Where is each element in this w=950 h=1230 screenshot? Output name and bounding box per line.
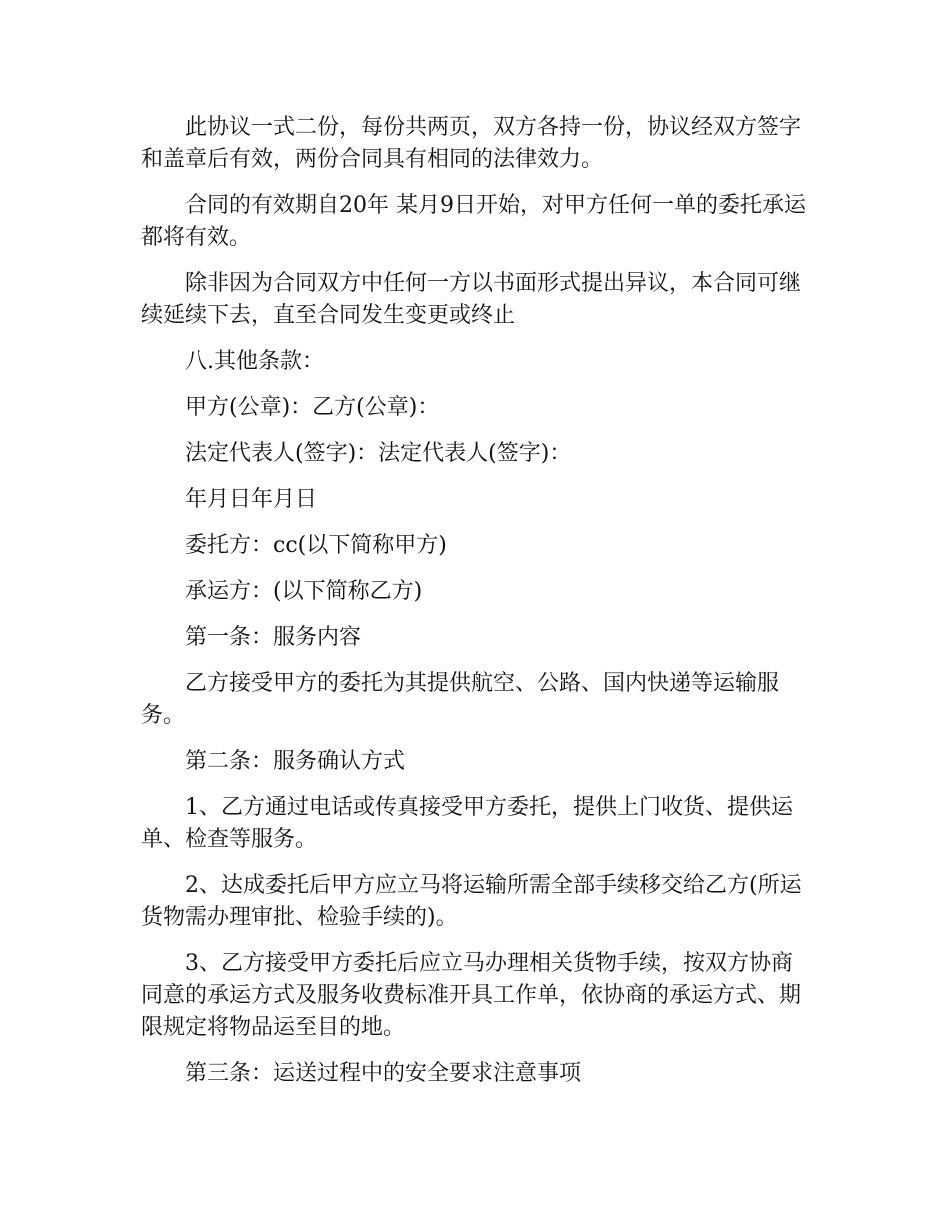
article-two-item-3: 3、乙方接受甲方委托后应立马办理相关货物手续，按双方协商同意的承运方式及服务收费标准开具工作单，依协商的承运方式、期限规定将物品运至目的地。 (141, 951, 802, 1040)
party-carrier: 承运方：(以下简称乙方) (185, 579, 423, 604)
article-one-heading: 第一条：服务内容 (185, 625, 362, 650)
article-two-item-2: 2、达成委托后甲方应立马将运输所需全部手续移交给乙方(所运货物需办理审批、检验手续的)。 (141, 873, 802, 930)
party-consignor: 委托方：cc(以下简称甲方) (185, 533, 447, 558)
article-three-heading: 第三条：运送过程中的安全要求注意事项 (185, 1061, 582, 1086)
heading-other-terms: 八.其他条款： (185, 349, 324, 374)
signature-seal-line: 甲方(公章)：乙方(公章)： (185, 395, 440, 420)
article-two-item-1: 1、乙方通过电话或传真接受甲方委托，提供上门收货、提供运单、检查等服务。 (141, 795, 793, 852)
signature-representative-line: 法定代表人(签字)：法定代表人(签字)： (185, 441, 572, 466)
paragraph-copies-validity: 此协议一式二份，每份共两页，双方各持一份，协议经双方签字和盖章后有效，两份合同具有相同的法律效力。 (141, 115, 802, 172)
signature-date-line: 年月日年月日 (185, 487, 318, 512)
paragraph-continuation: 除非因为合同双方中任何一方以书面形式提出异议，本合同可继续延续下去，直至合同发生变更或终止 (141, 271, 802, 328)
document-body (141, 112, 813, 1104)
article-two-heading: 第二条：服务确认方式 (185, 749, 406, 774)
paragraph-effective-date: 合同的有效期自20年 某月9日开始，对甲方任何一单的委托承运都将有效。 (141, 193, 806, 250)
article-one-body: 乙方接受甲方的委托为其提供航空、公路、国内快递等运输服务。 (141, 671, 780, 728)
